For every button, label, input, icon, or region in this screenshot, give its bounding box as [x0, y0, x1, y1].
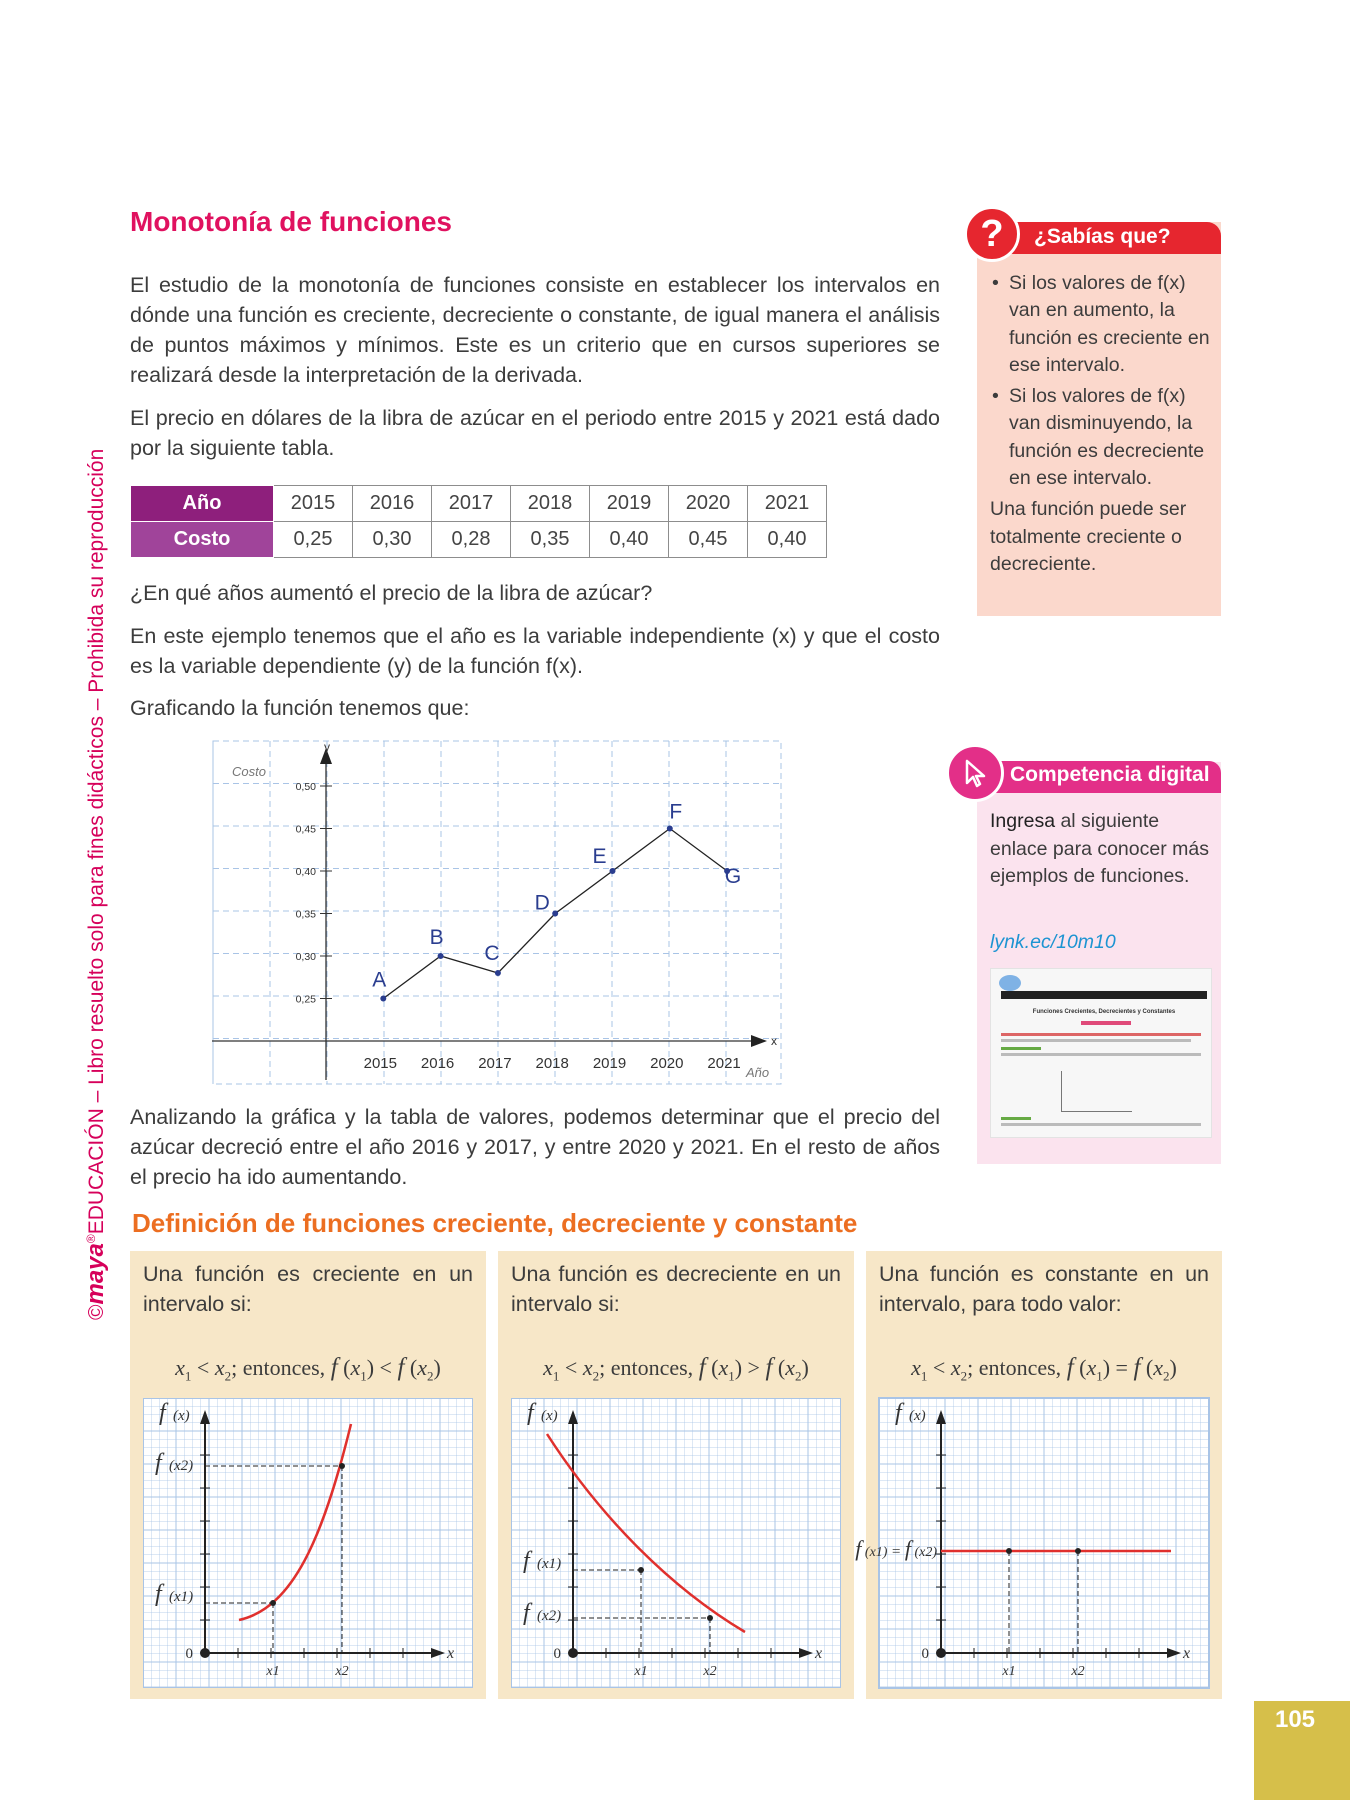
- mini-fx2-label-f: f: [523, 1600, 530, 1626]
- price-table: [130, 485, 827, 558]
- page-number: 105: [1274, 1706, 1316, 1733]
- mini-fx2-label: (x2): [169, 1458, 194, 1474]
- table-cell: 2020: [669, 486, 748, 522]
- chart-point-label: B: [429, 926, 444, 949]
- list-item: • Si los valores de f(x) van en aumento, la función es creciente en ese intervalo.: [990, 270, 1210, 379]
- chart-point: [438, 953, 444, 959]
- mini-x1-label: x1: [1002, 1664, 1016, 1679]
- chart-y-tick-label: 0,45: [295, 823, 316, 836]
- table-cell: 0,45: [669, 522, 748, 558]
- chart-point-label: G: [724, 865, 742, 888]
- constant-function-graph: [855, 1398, 1209, 1688]
- table-cell: 2018: [511, 486, 590, 522]
- website-thumbnail[interactable]: [990, 968, 1212, 1138]
- chart-x-tick-label: 2015: [363, 1055, 397, 1072]
- did-you-know-note: Una función puede ser totalmente creciente o decreciente.: [990, 498, 1187, 575]
- mini-x1-label: x1: [634, 1664, 648, 1679]
- chart-y-tick-label: 0,40: [295, 866, 316, 878]
- mini-origin-label: 0: [553, 1646, 561, 1662]
- chart-point: [610, 868, 616, 874]
- did-you-know-body: [990, 270, 1210, 578]
- chart-y-tick-label: 0,35: [295, 908, 316, 921]
- paragraph-analysis: Analizando la gráfica y la tabla de valores, podemos determinar que el precio del azúcar decreció entre el año 2016 y 2017, y entre 2020 y 2021. En el resto de años el precio ha ido aumentando.: [130, 1105, 940, 1189]
- table-row-cost: [131, 522, 827, 558]
- paragraph-intro: El estudio de la monotonía de funciones consiste en establecer los intervalos en dónde una función es creciente, decreciente o constante, de igual manera el análisis de puntos máximos y mínimos. Este es un criterio que en cursos superiores se realizará desde la interpretación de la derivada.: [130, 273, 940, 387]
- chart-point: [495, 970, 501, 976]
- table-cell: 0,28: [432, 522, 511, 558]
- mini-point-x1: [1006, 1548, 1012, 1554]
- chart-point-label: C: [484, 942, 500, 965]
- mini-fx2-label-f: f: [155, 1450, 162, 1476]
- mini-point-x1: [638, 1567, 644, 1573]
- mini-x-axis-label: x: [1183, 1645, 1191, 1662]
- mini-point-x2: [1075, 1548, 1081, 1554]
- mini-origin-dot: [200, 1648, 210, 1658]
- table-cell: 2015: [274, 486, 353, 522]
- mini-point-x2: [339, 1463, 345, 1469]
- table-cell: 0,25: [274, 522, 353, 558]
- chart-y-axis-letter: y: [324, 740, 330, 754]
- definition-text-decreasing: Una función es decreciente en un intervalo si:: [511, 1262, 841, 1316]
- digital-competence-title: Competencia digital: [1010, 763, 1210, 786]
- mini-x2-label: x2: [335, 1664, 349, 1679]
- mini-origin-dot: [568, 1648, 578, 1658]
- side-copyright-text: ©maya®EDUCACIÓN – Libro resuelto solo para fines didácticos – Prohibida su reproducción: [82, 448, 109, 1320]
- chart-x-tick-label: 2019: [592, 1055, 627, 1072]
- definition-condition-increasing: $x_1 < x_2$; entonces, f $(x_1) < f$ $(x_2)$: [175, 1354, 441, 1384]
- mini-constant-label: f (x1) = f (x2): [855, 1536, 937, 1561]
- list-item: • Si los valores de f(x) van disminuyendo, la función es decreciente en ese intervalo.: [990, 383, 1210, 492]
- table-header-cost: Costo: [131, 522, 274, 558]
- paragraph-table-intro: El precio en dólares de la libra de azúcar en el periodo entre 2015 y 2021 está dado por la siguiente tabla.: [130, 406, 940, 460]
- did-you-know-title: ¿Sabías que?: [1034, 225, 1171, 248]
- definition-text-increasing: Una función es creciente en un intervalo si:: [143, 1262, 473, 1316]
- mini-fx-label-f: f: [527, 1400, 534, 1426]
- mini-fx1-label: (x1): [169, 1589, 194, 1605]
- mini-fx1-label: (x1): [537, 1556, 562, 1572]
- mini-fx1-label-f: f: [523, 1548, 530, 1574]
- table-cell: 0,30: [353, 522, 432, 558]
- mini-x2-label: x2: [703, 1664, 717, 1679]
- chart-y-tick-label: 0,25: [295, 993, 316, 1006]
- chart-x-arrow: [751, 1035, 767, 1047]
- chart-point: [667, 826, 673, 832]
- table-row-year: [131, 486, 827, 522]
- section-title: Monotonía de funciones: [130, 206, 452, 237]
- chart-point: [380, 996, 386, 1002]
- digital-competence-text: Ingresa al siguiente enlace para conocer más ejemplos de funciones.: [990, 810, 1209, 887]
- chart-point-label: F: [669, 800, 683, 824]
- mini-fx-label: (x): [909, 1408, 926, 1424]
- table-cell: 0,40: [590, 522, 669, 558]
- table-cell: 0,40: [748, 522, 827, 558]
- chart-x-tick-label: 2016: [420, 1055, 455, 1072]
- mini-origin-label: 0: [921, 1646, 929, 1662]
- definition-condition-constant: $x_1 < x_2$; entonces, f $(x_1) = f$ $(x_2)$: [911, 1354, 1177, 1384]
- chart-y-tick-label: 0,30: [295, 951, 316, 963]
- chart-point-label: E: [592, 845, 607, 868]
- table-cell: 2019: [590, 486, 669, 522]
- chart-y-tick-label: 0,50: [295, 781, 316, 793]
- table-header-year: Año: [131, 486, 274, 522]
- paragraph-variables: En este ejemplo tenemos que el año es la variable independiente (x) y que el costo es la variable dependiente (y) de la función f(x).: [130, 624, 940, 678]
- chart-xlabel: Año: [746, 1065, 770, 1080]
- definition-condition-decreasing: $x_1 < x_2$; entonces, f $(x_1) > f$ $(x_2)$: [543, 1354, 809, 1384]
- mini-origin-label: 0: [185, 1646, 193, 1662]
- definition-text-constant: Una función es constante en un intervalo, para todo valor:: [879, 1262, 1209, 1316]
- chart-ylabel: Costo: [232, 764, 266, 779]
- paragraph-graph-intro: Graficando la función tenemos que:: [130, 696, 470, 720]
- chart-x-tick-label: 2021: [707, 1055, 741, 1072]
- table-cell: 2021: [748, 486, 827, 522]
- table-cell: 2016: [353, 486, 432, 522]
- chart-x-axis-letter: x: [771, 1034, 777, 1048]
- mini-fx-label-f: f: [895, 1400, 902, 1426]
- chart-point: [552, 911, 558, 917]
- table-cell: 2017: [432, 486, 511, 522]
- question-icon: ?: [964, 206, 1020, 262]
- mini-fx-label: (x): [541, 1408, 558, 1424]
- mini-x1-label: x1: [266, 1664, 280, 1679]
- mini-x-axis-label: x: [447, 1645, 455, 1662]
- mini-x-axis-label: x: [815, 1645, 823, 1662]
- digital-competence-link[interactable]: lynk.ec/10m10: [990, 931, 1116, 953]
- mini-fx-label-f: f: [159, 1400, 166, 1426]
- sugar-price-chart: [212, 740, 782, 1085]
- mini-origin-dot: [936, 1648, 946, 1658]
- chart-point-label: A: [372, 968, 387, 992]
- increasing-function-graph: [143, 1398, 473, 1688]
- decreasing-function-graph: [511, 1398, 841, 1688]
- table-cell: 0,35: [511, 522, 590, 558]
- question-text: ¿En qué años aumentó el precio de la libra de azúcar?: [130, 581, 653, 605]
- chart-x-tick-label: 2017: [478, 1055, 512, 1072]
- mini-point-x2: [707, 1615, 713, 1621]
- mini-fx-label: (x): [173, 1408, 190, 1424]
- chart-x-tick-label: 2018: [535, 1055, 569, 1072]
- thumbnail-title: Funciones Crecientes, Decrecientes y Constantes: [1032, 1009, 1176, 1015]
- chart-point-label: D: [534, 891, 550, 915]
- mini-fx1-label-f: f: [155, 1581, 162, 1607]
- mini-fx2-label: (x2): [537, 1608, 562, 1624]
- definition-title: Definición de funciones creciente, decreciente y constante: [132, 1208, 858, 1238]
- cursor-icon: [946, 744, 1004, 802]
- chart-x-tick-label: 2020: [650, 1055, 684, 1072]
- mini-x2-label: x2: [1071, 1664, 1085, 1679]
- mini-point-x1: [270, 1600, 276, 1606]
